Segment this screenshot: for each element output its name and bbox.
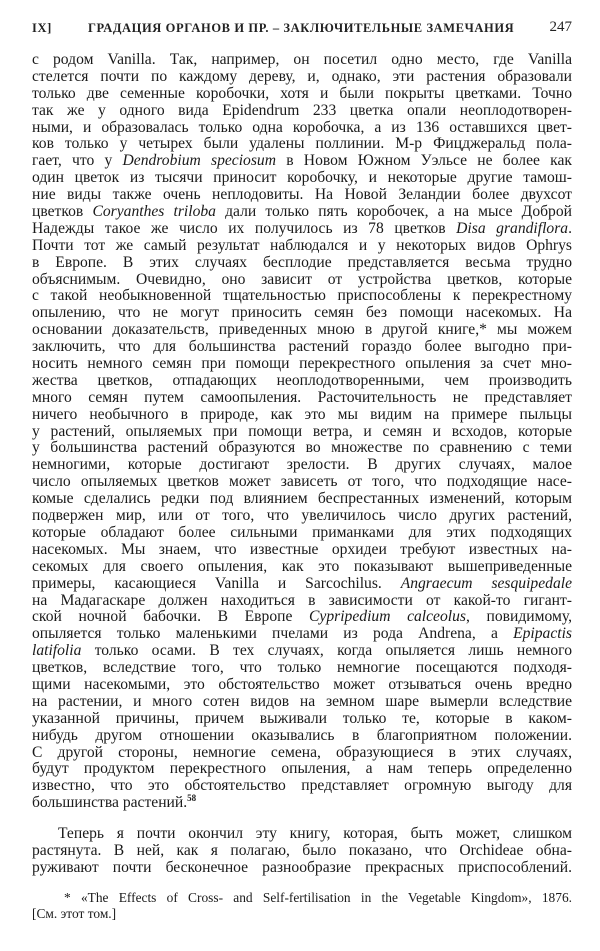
text-span: . <box>568 219 572 237</box>
text-span: цветков <box>32 203 93 221</box>
text-span: у большинства растений образуются во множестве по сравнению с теми <box>32 439 572 457</box>
text-span: носить немного семян при помощи перекрестного опыления за счет мно- <box>32 355 572 373</box>
text-span: в Европе. В этих случаях бесплодие представляется весьма трудно <box>32 253 572 271</box>
text-line <box>32 525 572 542</box>
text-line <box>32 860 572 877</box>
text-span: которые обладают более сильными приманками для этих подходящих <box>32 523 572 541</box>
text-span: секомых для своего опыления, как это показывают вышеприведенные <box>32 557 572 575</box>
text-span: ской ночной бабочки. В Европе <box>32 608 310 626</box>
footnote <box>32 890 572 922</box>
text-span: Теперь я почти окончил эту книгу, которая, быть может, слишком <box>58 825 572 842</box>
text-line <box>32 390 572 407</box>
text-line <box>32 120 572 137</box>
text-span: с такой необыкновенной тщательностью приспособлены к перекрестному <box>32 287 572 305</box>
text-span: С другой стороны, немногие семена, образующиеся в этих случаях, <box>32 743 572 761</box>
text-line <box>32 694 572 711</box>
text-line <box>32 407 572 424</box>
text-line <box>32 660 572 677</box>
text-line <box>32 272 572 289</box>
text-span: на Мадагаскаре должен находиться в зависимости от какой-то гигант- <box>32 591 572 609</box>
text-line <box>32 609 572 626</box>
text-line <box>32 339 572 356</box>
text-line <box>32 843 572 860</box>
text-span: гает, что у <box>32 152 123 170</box>
text-line <box>32 288 572 305</box>
text-span: , повидимому, <box>465 608 572 626</box>
text-span: так же у одного вида Epidendrum 233 цветка опали неоплодотворен- <box>32 101 572 119</box>
text-span: будут продуктом перекрестного опыления, а нам теперь определенно <box>32 760 572 778</box>
text-span: * «The Effects of Cross- and Self-fertilisation in the Vegetable Kingdom», 1876. <box>64 890 572 905</box>
text-line <box>32 457 572 474</box>
text-span: щими насекомыми, это обстоятельство может отзываться очень вредно <box>32 675 572 693</box>
text-line <box>32 728 572 745</box>
text-span: ными, и образовалась только одна коробочка, а из 136 оставшихся цвет- <box>32 118 572 136</box>
text-span: с родом Vanilla. Так, например, он посетил одно место, где Vanilla <box>32 51 572 68</box>
body-paragraph-2 <box>32 826 572 877</box>
text-line <box>32 778 572 795</box>
text-line <box>32 508 572 525</box>
running-header <box>32 20 572 38</box>
text-line <box>32 221 572 238</box>
text-span: насекомых. Мы знаем, что известные орхидеи требуют известных на- <box>32 540 572 558</box>
text-line <box>32 153 572 170</box>
text-span: у растений, опыляемых при помощи ветра, и семян и всходов, которые <box>32 422 572 440</box>
text-span: ние виды также очень неплодовиты. На Новой Зеландии более двухсот <box>32 186 572 204</box>
text-line <box>32 576 572 593</box>
text-line <box>32 826 572 843</box>
text-line <box>32 542 572 559</box>
italic-text: Angraecum sesquipedale <box>400 574 572 592</box>
text-line <box>32 255 572 272</box>
text-line <box>32 626 572 643</box>
text-span: растянута. В ней, как я полагаю, было показано, что Orchideae обна- <box>32 841 572 859</box>
text-line <box>32 170 572 187</box>
italic-text: Coryanthes triloba <box>92 203 216 221</box>
text-span: только осами. В тех случаях, когда опыляется лишь немного <box>81 642 572 660</box>
text-span: объяснимым. Очевидно, оно зависит от устройства цветков, которые <box>32 270 572 288</box>
text-line <box>32 305 572 322</box>
text-line <box>32 187 572 204</box>
text-span: Надежды такое же число их получилось из 78 цветков <box>32 219 457 237</box>
text-span: цветков, вследствие того, что только немногие посещаются подходя- <box>32 659 572 677</box>
text-span: в Новом Южном Уэльсе не более как <box>275 152 572 170</box>
text-line <box>32 322 572 339</box>
text-span: стелется почти по каждому дереву, и, однако, эти растения образовали <box>32 67 572 85</box>
text-span: комые сделались редки под влиянием беспрестанных изменений, которым <box>32 490 572 508</box>
text-line <box>32 677 572 694</box>
text-span: число опыляемых цветков может зависеть от того, что подходящие насе- <box>32 473 572 491</box>
text-span: известно, что это обстоятельство представляет огромную выгоду для <box>32 777 572 795</box>
italic-text: Epipactis <box>513 625 572 643</box>
body-paragraph-1 <box>32 52 572 812</box>
italic-text: Disa grandiflora <box>456 219 569 237</box>
text-span: опыляется только маленькими пчелами из рода Andrena, а <box>32 625 514 643</box>
chapter-number: IX] <box>32 21 52 35</box>
text-line <box>32 906 572 922</box>
text-span: много семян путем самоопыления. Расточительность не представляет <box>32 388 572 406</box>
text-span: подвержен мир, или от того, что увеличилось число других растений, <box>32 507 572 525</box>
text-span: дали только пять коробочек, а на мысе Доброй <box>215 203 572 221</box>
text-span: на растении, и много сотен видов на земном шаре вымерли вследствие <box>32 692 572 710</box>
italic-text: latifolia <box>32 642 82 660</box>
text-line <box>32 795 572 812</box>
text-span: заключить, что для большинства растений гораздо более выгодно при- <box>32 338 572 356</box>
text-span: опылению, что не могут приносить семян без помощи насекомых. На <box>32 304 572 322</box>
text-line <box>32 204 572 221</box>
text-line <box>32 356 572 373</box>
text-span: указанной причины, причем выживали только те, которые в каком- <box>32 709 572 727</box>
text-line <box>32 440 572 457</box>
text-span: немногими, которые достигают зрелости. В других случаях, малое <box>32 456 572 474</box>
text-line <box>32 103 572 120</box>
text-span: только две семенные коробочки, хотя и были покрыты цветками. Точно <box>32 84 572 102</box>
text-line <box>32 761 572 778</box>
text-span: Почти тот же самый результат наблюдался и у некоторых видов Ophrys <box>32 236 572 254</box>
text-span: ков только у четырех были удалены поллинии. М-р Фицджеральд пола- <box>32 135 572 153</box>
text-line <box>32 69 572 86</box>
running-title: ГРАДАЦИЯ ОРГАНОВ И ПР. – ЗАКЛЮЧИТЕЛЬНЫЕ ЗАМЕЧАНИЯ <box>88 21 515 35</box>
text-span: руживают почти бесконечное разнообразие прекрасных приспособлений. <box>32 858 572 876</box>
text-line <box>32 745 572 762</box>
text-line <box>32 491 572 508</box>
text-span: один цветок из тысячи приносит коробочку, и некоторые другие тамош- <box>32 169 572 187</box>
text-line <box>32 474 572 491</box>
text-line <box>32 424 572 441</box>
text-line <box>32 373 572 390</box>
text-span: нибудь другом отношении оказывались в благоприятном положении. <box>32 726 572 744</box>
text-span: примеры, касающиеся Vanilla и Sarcochilus. <box>32 574 401 592</box>
page-number: 247 <box>549 19 572 35</box>
text-line <box>32 238 572 255</box>
text-span: основании доказательств, приведенных мною в другой книге,* мы можем <box>32 321 572 339</box>
text-line <box>32 711 572 728</box>
text-line <box>32 593 572 610</box>
text-span: ничего необычного в природе, как это мы видим на примере пыльцы <box>32 405 572 423</box>
footnote-ref: 58 <box>187 793 197 804</box>
italic-text: Dendrobium speciosum <box>122 152 276 170</box>
text-line <box>32 559 572 576</box>
text-line <box>32 86 572 103</box>
text-line <box>32 136 572 153</box>
italic-text: Cypripedium calceolus <box>309 608 466 626</box>
text-span: [См. этот том.] <box>32 906 117 921</box>
text-span: большинства растений. <box>32 794 188 812</box>
text-line <box>32 52 572 69</box>
text-line <box>32 643 572 660</box>
text-line <box>32 890 572 906</box>
text-span: жества цветков, отпадающих неоплодотворенными, чем производить <box>32 371 572 389</box>
